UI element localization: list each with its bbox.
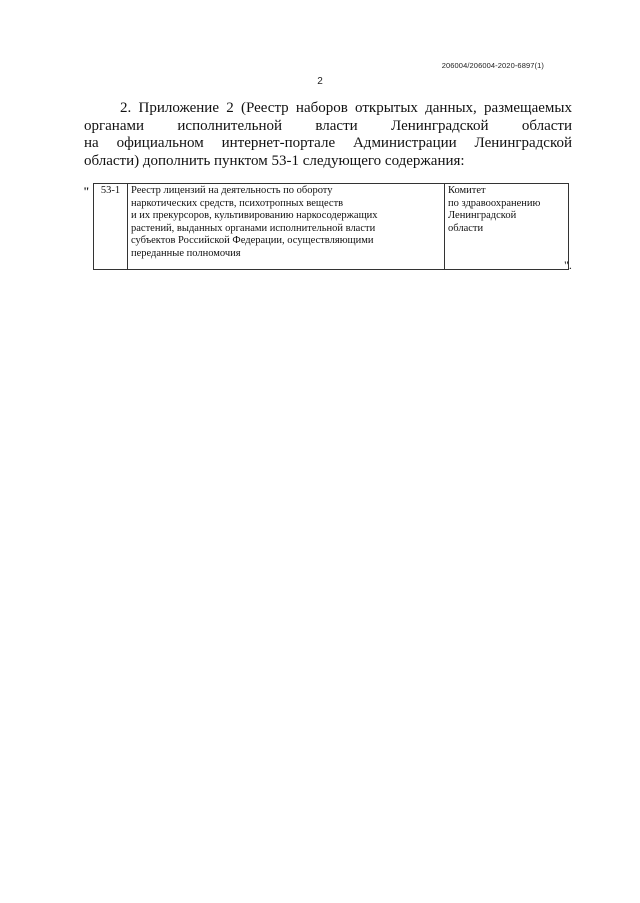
paragraph-line: органами исполнительной власти Ленинградской области — [84, 117, 572, 134]
description-line: и их прекурсоров, культивированию наркосодержащих — [131, 210, 378, 222]
description-line: субъектов Российской Федерации, осуществляющими — [131, 235, 374, 247]
dataset-description-cell — [128, 184, 445, 270]
description-line: переданные полномочия — [131, 247, 241, 259]
description-line: Реестр лицензий на деятельность по обороту — [131, 185, 333, 196]
document-registration-code: 206004/206004-2020-6897(1) — [441, 61, 544, 70]
description-line: растений, выданных органами исполнительной власти — [131, 222, 376, 234]
organization-line: Ленинградской — [448, 210, 517, 222]
paragraph-line: на официальном интернет-портале Администрации Ленинградской — [84, 135, 572, 151]
organization-line: Комитет — [448, 185, 486, 196]
paragraph-line: 2. Приложение 2 (Реестр наборов открытых данных, размещаемых — [120, 100, 572, 116]
page-number: 2 — [317, 76, 323, 87]
closing-quote-mark: ". — [564, 258, 572, 272]
organization-line: по здравоохранению — [448, 197, 541, 209]
paragraph-line: области) дополнить пунктом 53-1 следующего содержания: — [84, 152, 465, 169]
responsible-organization-cell — [445, 184, 569, 270]
registry-table — [93, 183, 569, 270]
amendment-paragraph — [84, 100, 572, 170]
item-number-cell: 53-1 — [94, 184, 128, 270]
organization-line: области — [448, 222, 484, 234]
opening-quote-mark: " — [83, 184, 90, 198]
description-line: наркотических средств, психотропных веществ — [131, 197, 344, 209]
table-row — [94, 184, 569, 270]
